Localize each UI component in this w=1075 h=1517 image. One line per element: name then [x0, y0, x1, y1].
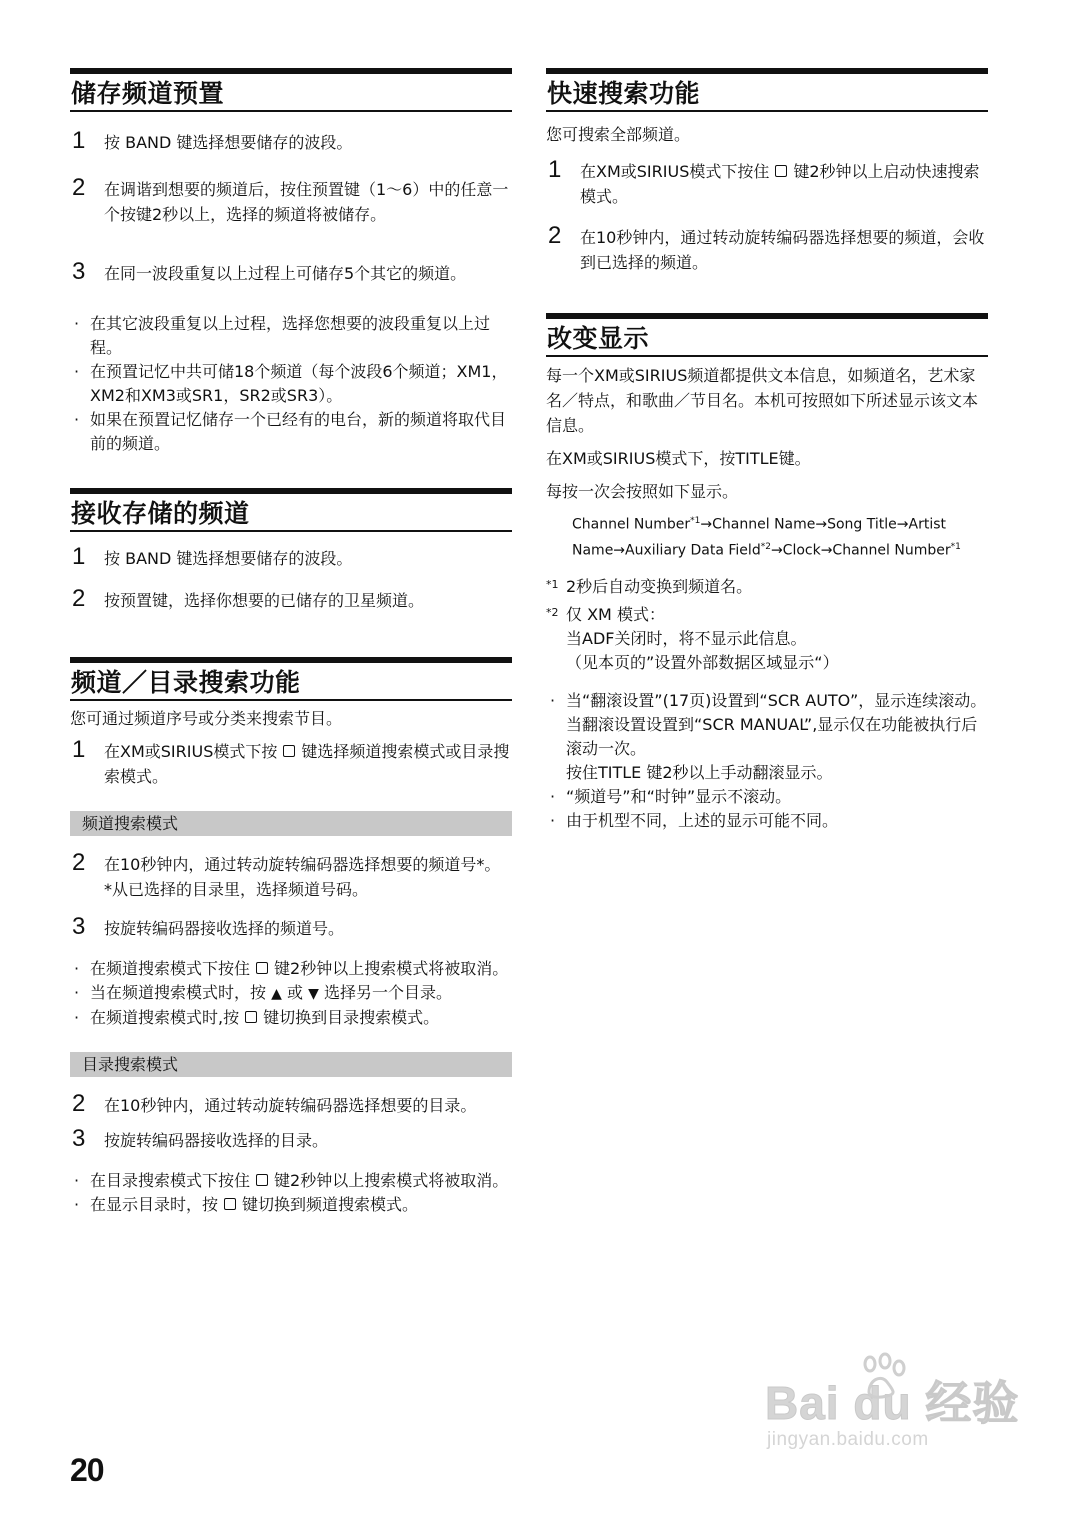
search-key-icon	[775, 165, 787, 177]
step-3: 3 按旋转编码器接收选择的频道号。	[72, 913, 345, 940]
watermark-url: jingyan.baidu.com	[767, 1429, 929, 1450]
note-item: · 在频道搜索模式时,按 键切换到目录搜索模式。	[74, 1008, 440, 1027]
step-2-note: *从已选择的目录里，选择频道号码。	[104, 880, 369, 899]
notes-list	[70, 957, 512, 1030]
notes-list	[546, 689, 988, 833]
note-item: · 当“翻滚设置”(17页)设置到“SCR AUTO”，显示连续滚动。	[550, 691, 987, 711]
note-item: · “频道号”和“时钟”显示不滚动。	[550, 787, 792, 807]
step-2: 2 在10秒钟内，通过转动旋转编码器选择想要的频道号*。	[72, 849, 501, 876]
paw-logo-icon	[857, 1352, 909, 1400]
step-2: 2 在10秒钟内，通过转动旋转编码器选择想要的频道，会收到已选择的频道。	[548, 222, 985, 272]
step-3: 3 按旋转编码器接收选择的目录。	[72, 1125, 329, 1152]
search-key-icon	[283, 745, 295, 757]
note-item: · 在频道搜索模式下按住 键2秒钟以上搜索模式将被取消。	[74, 959, 509, 978]
note-item: · 在预置记忆中共可储18个频道（每个波段6个频道；XM1，XM2和XM3或SR1，SR2或SR3）。	[74, 362, 508, 405]
section-title-store-presets: 储存频道预置	[70, 68, 512, 112]
display-sequence-line: Channel Number$^{*1}$→Channel Name→Song Title→Artist	[572, 516, 946, 533]
intro-text: 您可通过频道序号或分类来搜索节目。	[70, 709, 343, 728]
notes-list	[70, 312, 512, 456]
step-1: 1 按 BAND 键选择想要储存的波段。	[72, 543, 353, 570]
baidu-watermark	[765, 1378, 1019, 1452]
notes-list	[70, 1169, 512, 1217]
step-2: 2 按预置键，选择你想要的已储存的卫星频道。	[72, 585, 425, 612]
step-2: 2 在调谐到想要的频道后，按住预置键（1～6）中的任意一个按键2秒以上，选择的频道将被储存。	[72, 174, 509, 224]
step-1: 1 在XM或SIRIUS模式下按 键选择频道搜索模式或目录搜索模式。	[72, 736, 510, 786]
display-sequence	[546, 510, 988, 561]
search-key-icon	[256, 962, 268, 974]
note-item: · 在显示目录时，按 键切换到频道搜索模式。	[74, 1195, 419, 1214]
note-item: · 如果在预置记忆储存一个已经有的电台，新的频道将取代目前的频道。	[74, 410, 507, 453]
down-arrow-icon: ▼	[308, 986, 319, 1002]
section-title-receive-stored: 接收存储的频道	[70, 488, 512, 532]
section-title-quick-search: 快速搜索功能	[546, 68, 988, 112]
display-sequence-line: Name→Auxiliary Data Field$^{*2}$→Clock→Channel Number$^{*1}$	[572, 541, 961, 559]
paragraph: 每一个XM或SIRIUS频道都提供文本信息，如频道名，艺术家名／特点，和歌曲／节目名。本机可按照如下所述显示该文本信息。	[546, 366, 979, 435]
subheading-channel-search-mode: 频道搜索模式	[70, 811, 512, 836]
step-2: 2 在10秒钟内，通过转动旋转编码器选择想要的目录。	[72, 1090, 477, 1117]
search-key-icon	[245, 1011, 257, 1023]
up-arrow-icon: ▲	[271, 986, 282, 1002]
intro-text: 您可搜索全部频道。	[546, 125, 691, 144]
right-column	[546, 68, 988, 833]
step-1: 1 按 BAND 键选择想要储存的波段。	[72, 127, 353, 154]
section-title-channel-category-search: 频道／目录搜索功能	[70, 657, 512, 701]
note-item: · 在其它波段重复以上过程，选择您想要的波段重复以上过程。	[74, 314, 491, 357]
section-title-change-display: 改变显示	[546, 313, 988, 357]
subheading-category-search-mode: 目录搜索模式	[70, 1052, 512, 1077]
note-item: · 在目录搜索模式下按住 键2秒钟以上搜索模式将被取消。	[74, 1171, 509, 1190]
note-item: · 当在频道搜索模式时，按 ▲ 或 ▼ 选择另一个目录。	[74, 983, 452, 1002]
footnote-2-line: （见本页的”设置外部数据区域显示“）	[566, 653, 839, 673]
note-item-continued: 当翻滚设置设置到“SCR MANUAL”,显示仅在功能被执行后滚动一次。	[566, 715, 978, 759]
step-1: 1 在XM或SIRIUS模式下按住 键2秒钟以上启动快速搜索模式。	[548, 156, 980, 206]
note-item: · 由于机型不同，上述的显示可能不同。	[550, 811, 839, 831]
paragraph: 每按一次会按照如下显示。	[546, 482, 739, 501]
footnote-2-line: 当ADF关闭时，将不显示此信息。	[566, 629, 807, 649]
note-item-continued: 按住TITLE 键2秒以上手动翻滚显示。	[566, 763, 833, 783]
footnote-2: *2 仅 XM 模式：	[546, 605, 665, 625]
search-key-icon	[256, 1174, 268, 1186]
paragraph: 在XM或SIRIUS模式下，按TITLE键。	[546, 449, 811, 468]
page-number: 20	[70, 1452, 104, 1488]
left-column	[70, 68, 512, 1217]
search-key-icon	[224, 1198, 236, 1210]
watermark-logo: Bai du 经验	[765, 1377, 1020, 1429]
footnote-1: *1 2秒后自动变换到频道名。	[546, 577, 753, 597]
step-3: 3 在同一波段重复以上过程上可储存5个其它的频道。	[72, 258, 467, 285]
